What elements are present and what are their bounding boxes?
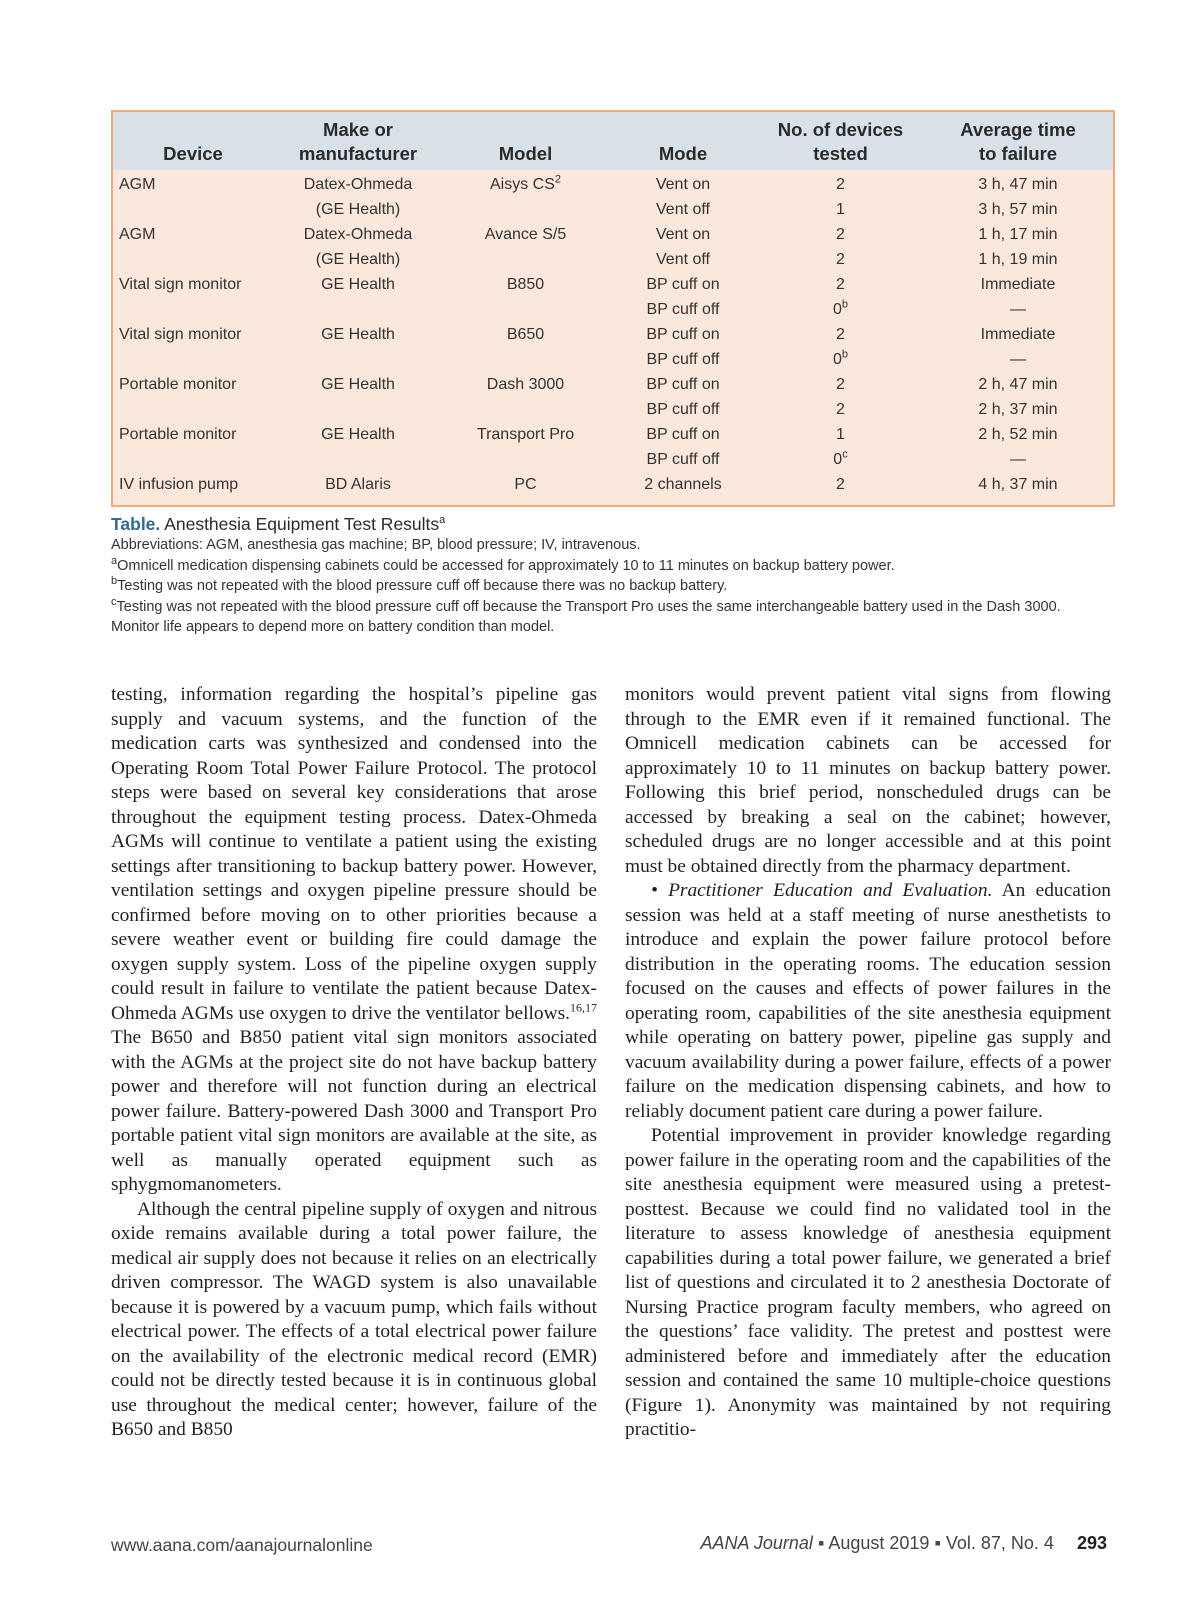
- table-cell: (GE Health): [315, 201, 401, 218]
- table-cell: IV infusion pump: [119, 476, 239, 493]
- table-cell: BP cuff on: [646, 376, 720, 393]
- footer-journal-name: AANA Journal: [700, 1533, 813, 1553]
- table-cell: Aisys $CS^2$: [489, 173, 562, 193]
- table-footnote-mark: b: [841, 298, 849, 311]
- table-cell: [113, 449, 273, 474]
- header-device: Device: [113, 112, 273, 170]
- table-cell: 2: [836, 476, 845, 493]
- footer-journal-info: [701, 1533, 1107, 1554]
- table-footnote-mark: b: [841, 348, 849, 361]
- table-cell: 3 h, 57 min: [978, 201, 1058, 218]
- table-row: [113, 170, 1113, 199]
- table-cell: 1: [836, 426, 845, 443]
- table-cell: Vent on: [655, 226, 711, 243]
- table-cell: 3 h, 47 min: [978, 176, 1058, 193]
- table-cell: 2: [836, 401, 845, 418]
- table-row: [113, 274, 1113, 299]
- citation-ref: 16,17: [570, 1000, 597, 1015]
- table-cell: 1 h, 17 min: [978, 226, 1058, 243]
- table-cell: (GE Health): [315, 251, 401, 268]
- table-cell: BP cuff off: [646, 351, 720, 368]
- table-cell: Datex-Ohmeda: [303, 176, 413, 193]
- footer-separator: ▪: [934, 1533, 941, 1553]
- table-cell: BP cuff on: [646, 326, 720, 343]
- table-cell: —: [1010, 451, 1026, 468]
- page-number: 293: [1076, 1533, 1107, 1553]
- table-row: [113, 449, 1113, 474]
- table-cell: Datex-Ohmeda: [303, 226, 413, 243]
- body-column-right: [625, 683, 1111, 1443]
- left-paragraph-2: Although the central pipeline supply of oxygen and nitrous oxide remains available during a total power failure, the medical air supply does not because it relies on an electrically driven compressor. The WAGD system is also unavailable because it is powered by a vacuum pump, which fails without electrical power. The effects of a total electrical power failure on the availability of the electronic medical record (EMR) could not be directly tested because it is in continuous global use throughout the medical center; however, failure of the B650 and B850: [111, 1198, 597, 1440]
- table-cell: [273, 399, 443, 424]
- table-cell: 1: [836, 201, 845, 218]
- table-row: [113, 474, 1113, 505]
- table-cell: B650: [506, 326, 545, 343]
- table-cell: GE Health: [321, 276, 395, 293]
- table-cell: Immediate: [980, 276, 1056, 293]
- table-cell: [443, 449, 608, 474]
- table-cell: Transport Pro: [476, 426, 575, 443]
- table-cell: 0$^b$: [832, 348, 849, 368]
- table-body: [113, 170, 1113, 505]
- table-row: [113, 199, 1113, 224]
- table-cell: 2: [836, 176, 845, 193]
- table-cell: 4 h, 37 min: [978, 476, 1058, 493]
- table-cell: 2: [836, 326, 845, 343]
- table-row: [113, 424, 1113, 449]
- table-cell: Vital sign monitor: [119, 276, 242, 293]
- table-cell: B850: [506, 276, 545, 293]
- table-cell: [273, 349, 443, 374]
- table-cell: 1 h, 19 min: [978, 251, 1058, 268]
- table-cell: —: [1010, 301, 1026, 318]
- table-cell: 0$^b$: [832, 298, 849, 318]
- footer-date: August 2019: [828, 1533, 930, 1553]
- header-time-to-failure: Average time to failure: [923, 112, 1113, 170]
- table-cell: 2 h, 47 min: [978, 376, 1058, 393]
- table-cell: 2: [836, 226, 845, 243]
- table-cell: 0$^c$: [833, 448, 848, 468]
- right-paragraph-2: • Practitioner Education and Evaluation. An education session was held at a staff meeting of nurse anesthetists to introduce and explain the power failure protocol before distribution in the operating rooms. The education session focused on the causes and effects of power failures in the operating room, capabilities of the site anesthesia equipment while operating on battery power, pipeline gas supply and vacuum availability during a power failure, effects of a power failure on the medication dispensing cabinets, and how to reliably document patient care during a power failure.: [625, 880, 1111, 1122]
- section-heading: • Practitioner Education and Evaluation.: [651, 880, 993, 901]
- table-row: [113, 374, 1113, 399]
- table-cell: [113, 349, 273, 374]
- table-cell: AGM: [119, 226, 156, 243]
- table-cell: [113, 249, 273, 274]
- footnote-b: $^b$Testing was not repeated with the blood pressure cuff off because there was no backup battery.: [111, 575, 728, 594]
- table-cell: Vital sign monitor: [119, 326, 242, 343]
- table-header-row: [113, 112, 1113, 170]
- right-paragraph-1: monitors would prevent patient vital signs from flowing through to the EMR even if it remained functional. The Omnicell medication cabinets can be accessed for approximately 10 to 11 minutes on backup battery power. Following this brief period, nonscheduled drugs can be accessed by breaking a seal on the cabinet; however, scheduled drugs are no longer accessible and at this point must be obtained directly from the pharmacy department.: [625, 684, 1111, 877]
- table-cell: Portable monitor: [119, 376, 237, 393]
- table-row: [113, 399, 1113, 424]
- table-cell: [113, 399, 273, 424]
- caption-label: Table.: [111, 514, 161, 534]
- table-cell: 2: [836, 251, 845, 268]
- table-cell: 2: [836, 376, 845, 393]
- table-footnote-mark: 2: [554, 173, 562, 186]
- footnote-c: $^c$Testing was not repeated with the blood pressure cuff off because the Transport Pro uses the same interchangeable battery used in the Dash 3000. Monitor life appears to depend more on battery condition than model.: [111, 595, 1061, 635]
- footer-url: www.aana.com/aanajournalonline: [111, 1535, 373, 1555]
- table-cell: [443, 199, 608, 224]
- table-cell: BP cuff off: [646, 451, 720, 468]
- footer-separator: ▪: [817, 1533, 825, 1553]
- table-caption: [111, 513, 1111, 638]
- caption-title-sup: a: [439, 514, 446, 527]
- caption-title-text: Anesthesia Equipment Test Results: [164, 514, 440, 534]
- abbreviations-note: Abbreviations: AGM, anesthesia gas machine; BP, blood pressure; IV, intravenous.: [111, 537, 641, 553]
- table-cell: Portable monitor: [119, 426, 237, 443]
- body-column-left: [111, 683, 597, 1443]
- header-manufacturer: Make or manufacturer: [273, 112, 443, 170]
- table-cell: [443, 299, 608, 324]
- table-cell: Vent off: [656, 251, 710, 268]
- header-devices-tested: No. of devices tested: [758, 112, 923, 170]
- table-row: [113, 299, 1113, 324]
- table-cell: Immediate: [980, 326, 1056, 343]
- table-cell: BP cuff on: [646, 276, 720, 293]
- table-cell: AGM: [119, 176, 156, 193]
- table-cell: BP cuff off: [646, 401, 720, 418]
- table-cell: 2 channels: [644, 476, 722, 493]
- table-footnote-mark: c: [842, 448, 848, 461]
- table-row: [113, 249, 1113, 274]
- table-cell: GE Health: [321, 376, 395, 393]
- table-cell: 2: [836, 276, 845, 293]
- right-paragraph-3: Potential improvement in provider knowledge regarding power failure in the operating room and the capabilities of the site anesthesia equipment were measured using a pretest-posttest. Because we could find no validated tool in the literature to assess knowledge of anesthesia equipment capabilities during a total power failure, we generated a brief list of questions and circulated it to 2 anesthesia Doctorate of Nursing Practice program faculty members, who agreed on the questions’ face validity. The pretest and posttest were administered before and immediately after the education session and contained the same 10 multiple-choice questions (Figure 1). Anonymity was maintained by not requiring practitio-: [625, 1125, 1111, 1440]
- results-table: [113, 112, 1113, 505]
- footer-volume: Vol. 87, No. 4: [945, 1533, 1054, 1553]
- table-row: [113, 324, 1113, 349]
- table-cell: Vent off: [656, 201, 710, 218]
- footnote-a: $^a$Omnicell medication dispensing cabinets could be accessed for approximately 10 to 11 minutes on backup battery power.: [111, 554, 895, 574]
- table-cell: BD Alaris: [325, 476, 391, 493]
- table-row: [113, 224, 1113, 249]
- table-cell: [443, 249, 608, 274]
- table-cell: Vent on: [655, 176, 711, 193]
- table-cell: —: [1010, 351, 1026, 368]
- results-table-frame: [111, 110, 1115, 507]
- table-cell: [443, 399, 608, 424]
- table-cell: 2 h, 52 min: [978, 426, 1058, 443]
- table-cell: [273, 449, 443, 474]
- table-cell: BP cuff on: [646, 426, 720, 443]
- caption-title: [111, 513, 1111, 535]
- table-cell: [443, 349, 608, 374]
- table-cell: PC: [514, 476, 537, 493]
- table-cell: [113, 299, 273, 324]
- table-cell: 2 h, 37 min: [978, 401, 1058, 418]
- header-mode: Mode: [608, 112, 758, 170]
- table-cell: [113, 199, 273, 224]
- table-cell: GE Health: [321, 426, 395, 443]
- table-cell: [273, 299, 443, 324]
- table-cell: GE Health: [321, 326, 395, 343]
- table-cell: Dash 3000: [486, 376, 565, 393]
- left-paragraph-1: testing, information regarding the hospital’s pipeline gas supply and vacuum systems, and the function of the medication carts was synthesized and condensed into the Operating Room Total Power Failure Protocol. The protocol steps were based on several key considerations that arose throughout the equipment testing process. Datex-Ohmeda AGMs will continue to ventilate a patient using the existing settings after transitioning to backup battery power. However, ventilation settings and oxygen pipeline pressure should be confirmed before moving on to other priorities because a severe weather event or building fire could damage the oxygen supply system. Loss of the pipeline oxygen supply could result in failure to ventilate the patient because Datex-Ohmeda AGMs use oxygen to drive the ventilator bellows.$^{16,17}$ The B650 and B850 patient vital sign monitors associated with the AGMs at the project site do not have backup battery power and therefore will not function during an electrical power failure. Battery-powered Dash 3000 and Transport Pro portable patient vital sign monitors are available at the site, as well as manually operated equipment such as sphygmomanometers.: [111, 684, 597, 1195]
- header-model: Model: [443, 112, 608, 170]
- table-cell: Avance S/5: [484, 226, 567, 243]
- table-cell: BP cuff off: [646, 301, 720, 318]
- table-row: [113, 349, 1113, 374]
